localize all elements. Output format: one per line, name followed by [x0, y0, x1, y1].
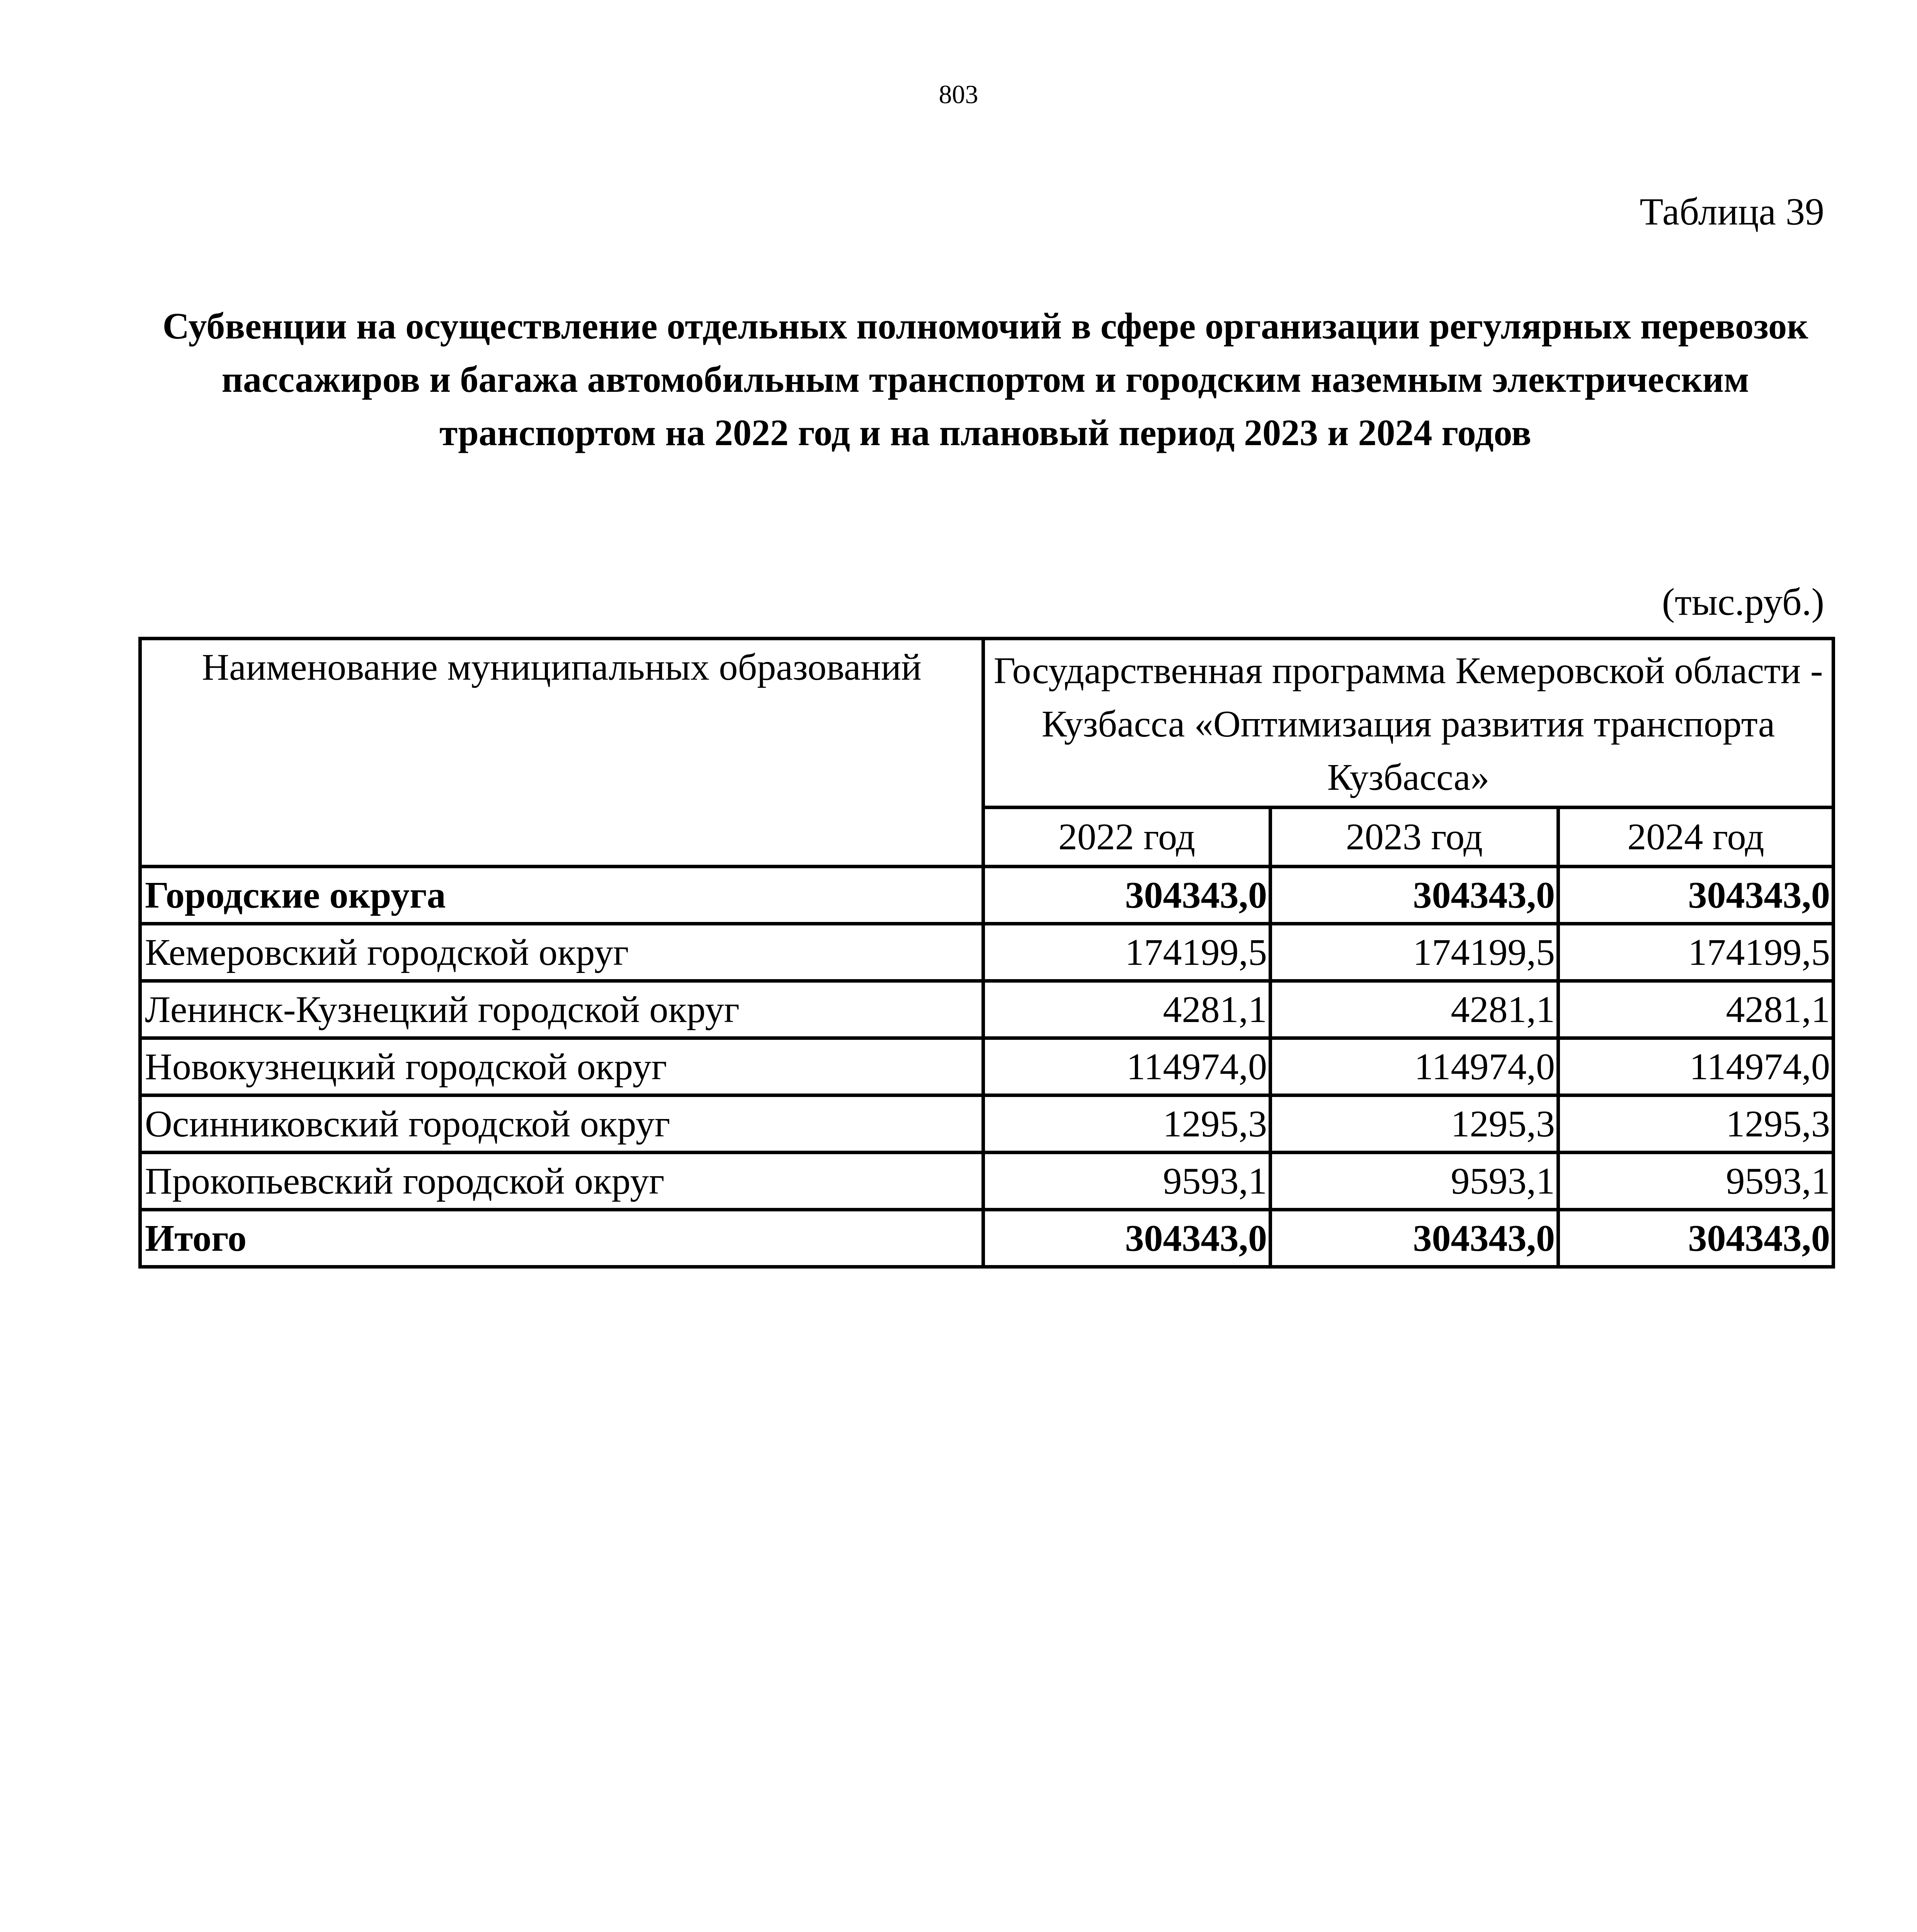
- table-label: Таблица 39: [1640, 190, 1824, 233]
- amount-cell: 9593,1: [983, 1153, 1271, 1210]
- amount-cell: 304343,0: [1558, 1210, 1834, 1267]
- municipality-name: Итого: [140, 1210, 983, 1267]
- municipality-name: Городские округа: [140, 867, 983, 924]
- amount-cell: 174199,5: [1271, 924, 1558, 981]
- header-year: 2022 год: [983, 808, 1271, 867]
- amount-cell: 114974,0: [983, 1038, 1271, 1095]
- amount-cell: 1295,3: [983, 1095, 1271, 1153]
- amount-cell: 304343,0: [983, 1210, 1271, 1267]
- amount-cell: 304343,0: [1271, 867, 1558, 924]
- table-row: [140, 867, 1834, 924]
- amount-cell: 9593,1: [1558, 1153, 1834, 1210]
- amount-cell: 304343,0: [1558, 867, 1834, 924]
- table-row: [140, 1153, 1834, 1210]
- subventions-table: [138, 637, 1835, 1269]
- amount-cell: 1295,3: [1558, 1095, 1834, 1153]
- document-title: Субвенции на осуществление отдельных полномочий в сфере организации регулярных перевозок пассажиров и багажа автомобильным транспортом и городским наземным электрическим транспортом на 2022 год и на плановый период 2023 и 2024 годов: [162, 305, 1808, 453]
- page-number: 803: [939, 80, 978, 109]
- table-row: [140, 1210, 1834, 1267]
- amount-cell: 4281,1: [1271, 981, 1558, 1038]
- amount-cell: 1295,3: [1271, 1095, 1558, 1153]
- header-year: 2024 год: [1558, 808, 1834, 867]
- header-municipality: Наименование муниципальных образований: [140, 639, 983, 867]
- amount-cell: 4281,1: [1558, 981, 1834, 1038]
- municipality-name: Осинниковский городской округ: [140, 1095, 983, 1153]
- municipality-name: Ленинск-Кузнецкий городской округ: [140, 981, 983, 1038]
- amount-cell: 304343,0: [1271, 1210, 1558, 1267]
- table-row: [140, 924, 1834, 981]
- municipality-name: Новокузнецкий городской округ: [140, 1038, 983, 1095]
- municipality-name: Кемеровский городской округ: [140, 924, 983, 981]
- amount-cell: 114974,0: [1271, 1038, 1558, 1095]
- header-program: Государственная программа Кемеровской области - Кузбасса «Оптимизация развития транспорта Кузбасса»: [983, 639, 1834, 808]
- amount-cell: 114974,0: [1558, 1038, 1834, 1095]
- header-year: 2023 год: [1271, 808, 1558, 867]
- amount-cell: 9593,1: [1271, 1153, 1558, 1210]
- amount-cell: 4281,1: [983, 981, 1271, 1038]
- table-row: [140, 1095, 1834, 1153]
- units-label: (тыс.руб.): [1662, 580, 1824, 623]
- amount-cell: 174199,5: [983, 924, 1271, 981]
- table-row: [140, 1038, 1834, 1095]
- amount-cell: 304343,0: [983, 867, 1271, 924]
- table-row: [140, 981, 1834, 1038]
- municipality-name: Прокопьевский городской округ: [140, 1153, 983, 1210]
- amount-cell: 174199,5: [1558, 924, 1834, 981]
